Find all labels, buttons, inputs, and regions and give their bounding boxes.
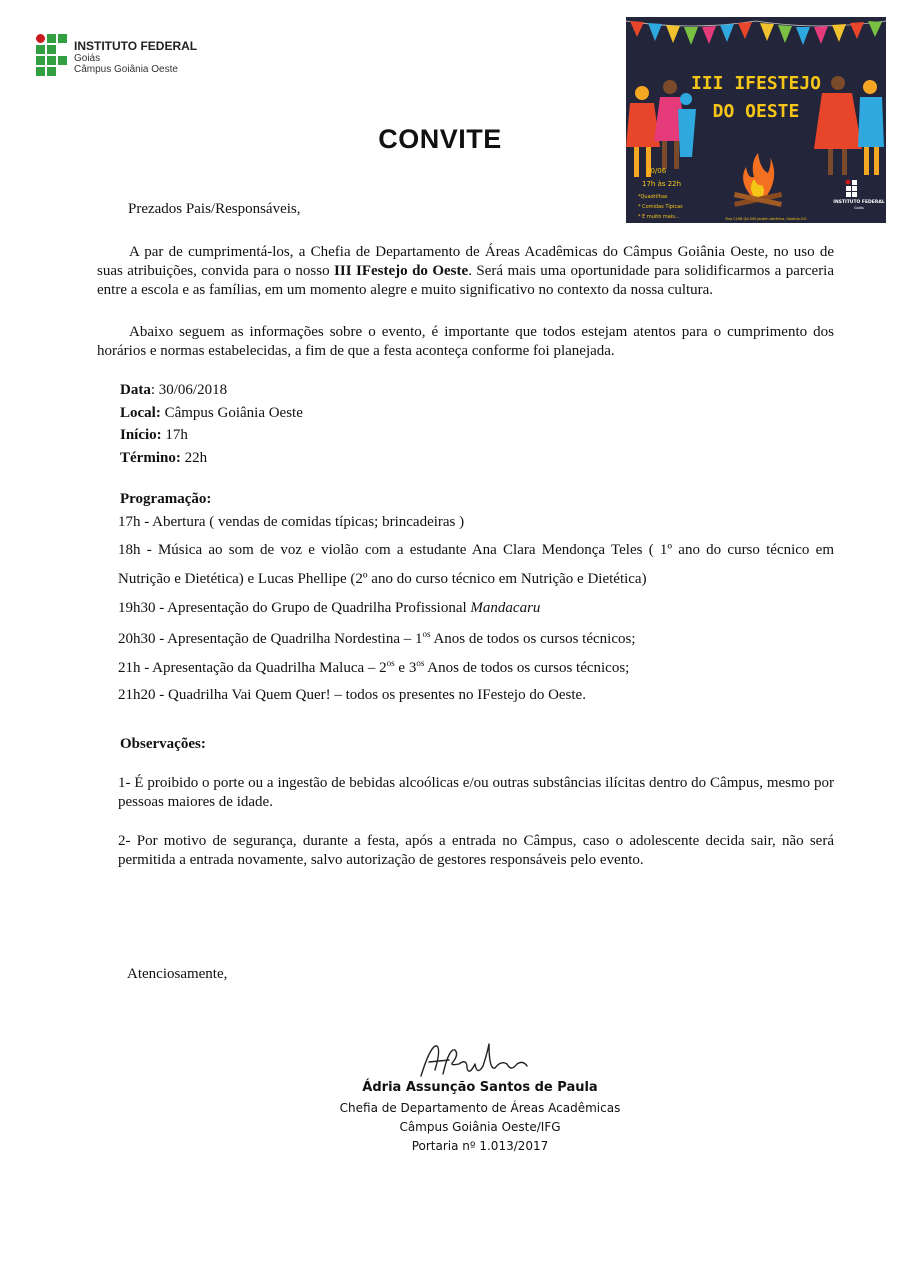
institute-logo-icon (36, 34, 72, 78)
info-end: Término: 22h (120, 449, 208, 466)
info-start: Início: 17h (120, 427, 188, 443)
schedule-heading: Programação: (120, 491, 212, 507)
poster-item-2: * Comidas Típicas (638, 204, 683, 210)
poster-time: 17h às 22h (642, 180, 682, 188)
signer-portaria: Portaria nº 1.013/2017 (411, 1139, 549, 1153)
logo-state: Goiás (74, 53, 101, 64)
paragraph-invitation: A par de cumprimentá-los, a Chefia de Departamento de Áreas Acadêmicas do Câmpus Goiânia Oeste, no uso de suas atribuições, convida para o nosso III IFestejo do Oeste. Será mais uma oportunidade para solidificarmos a parceria entre a escola e as famílias, em um momento alegre e muito significativo no contexto da nossa cultura. (97, 244, 835, 298)
signer-role: Chefia de Departamento de Áreas Acadêmicas (339, 1101, 621, 1115)
schedule-item-5: 21h - Apresentação da Quadrilha Maluca – $2^{os}$ e $3^{os}$ Anos de todos os cursos técnicos; (118, 658, 630, 676)
schedule-item-3: 19h30 - Apresentação do Grupo de Quadrilha Profissional Mandacaru (118, 600, 541, 616)
paragraph-info: Abaixo seguem as informações sobre o evento, é importante que todos estejam atentos para o cumprimento dos horários e normas estabelecidas, a fim de que a festa aconteça conforme foi planejada. (97, 324, 834, 359)
poster-date: 30/06 (646, 167, 667, 175)
poster-title-line2: DO OESTE (712, 101, 800, 122)
poster-logo-sub: Goiás (854, 206, 864, 210)
closing: Atenciosamente, (127, 966, 228, 982)
note-1: 1- É proibido o porte ou a ingestão de bebidas alcoólicas e/ou outras substâncias ilícitas dentro do Câmpus, mesmo por pessoas maiores de idade. (118, 775, 834, 810)
info-date: Data: 30/06/2018 (120, 382, 228, 398)
poster-address: Rua C198 Qd.500 Jardim América, Goiânia-GO (725, 217, 807, 221)
signer-campus: Câmpus Goiânia Oeste/IFG (399, 1120, 561, 1134)
logo-title: INSTITUTO FEDERAL (74, 39, 198, 53)
event-name: III IFestejo do Oeste (334, 263, 469, 279)
document-title: CONVITE (378, 124, 502, 154)
info-location: Local: Câmpus Goiânia Oeste (120, 404, 303, 421)
poster-logo-label: INSTITUTO FEDERAL (833, 200, 885, 205)
poster-title-line1: III IFESTEJO (690, 73, 822, 94)
poster-item-3: * E muito mais... (638, 214, 680, 220)
schedule-item-1: 17h - Abertura ( vendas de comidas típicas; brincadeiras ) (118, 514, 465, 530)
logo-campus: Câmpus Goiânia Oeste (74, 64, 178, 75)
poster-item-1: *Quadrilhas (638, 194, 668, 200)
handwritten-signature (415, 1040, 545, 1084)
schedule-item-2: 18h - Música ao som de voz e violão com a estudante Ana Clara Mendonça Teles ( 1º ano do curso técnico em Nutrição e Dietética) e Lucas Phellipe (2º ano do curso técnico em Nutrição e Dietética) (118, 542, 834, 587)
greeting: Prezados Pais/Responsáveis, (128, 201, 301, 217)
institute-logo (36, 34, 256, 84)
schedule-item-4: 20h30 - Apresentação de Quadrilha Nordestina – $1^{os}$ Anos de todos os cursos técnicos; (118, 629, 636, 647)
festival-poster (626, 17, 886, 223)
event-info (120, 379, 303, 469)
schedule-item-6: 21h20 - Quadrilha Vai Quem Quer! – todos os presentes no IFestejo do Oeste. (118, 687, 586, 703)
signer-name: Ádria Assunção Santos de Paula (362, 1080, 598, 1095)
notes-heading: Observações: (120, 736, 206, 752)
note-2: 2- Por motivo de segurança, durante a festa, após a entrada no Câmpus, caso o adolescente decida sair, não será permitida a entrada novamente, salvo autorização de gestores responsáveis pelo evento. (118, 833, 834, 868)
